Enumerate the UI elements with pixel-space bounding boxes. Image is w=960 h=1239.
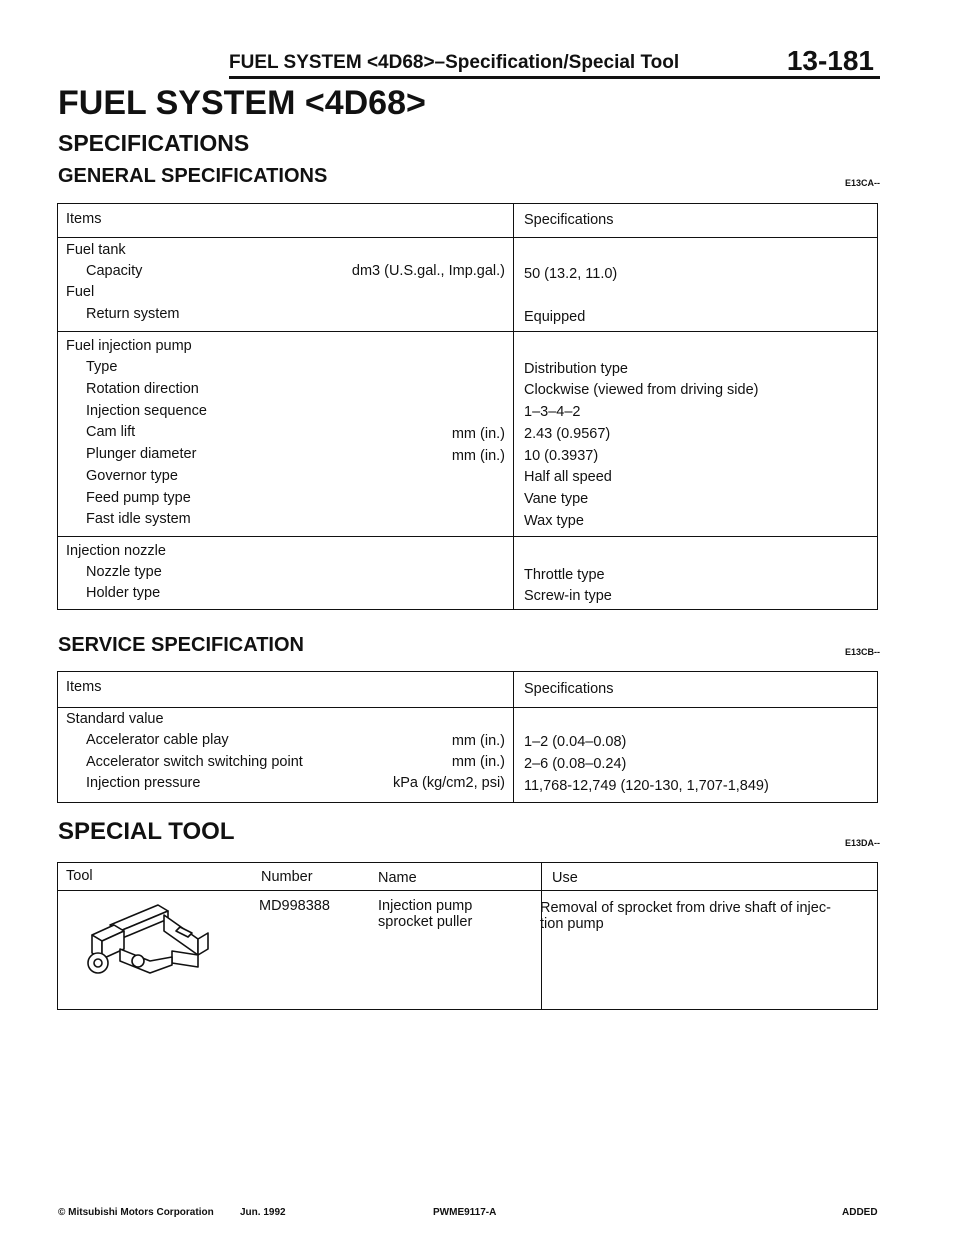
table-header <box>58 672 877 708</box>
item-label: Governor type <box>86 468 178 484</box>
item-unit: mm (in.) <box>451 448 505 464</box>
general-specifications-heading: GENERAL SPECIFICATIONS <box>58 165 328 187</box>
footer-copyright: © Mitsubishi Motors Corporation <box>58 1207 214 1218</box>
section-title: FUEL SYSTEM <4D68> <box>58 84 426 122</box>
item-value: Equipped <box>524 309 586 325</box>
item-label: Capacity <box>86 263 143 279</box>
item-value: 2.43 (0.9567) <box>524 426 611 442</box>
item-unit: mm (in.) <box>451 426 505 442</box>
service-specification-heading: SERVICE SPECIFICATION <box>58 634 304 656</box>
column-header-specifications: Specifications <box>524 681 614 697</box>
item-unit: kPa (kg/cm2, psi) <box>393 775 505 791</box>
table-header <box>58 863 877 891</box>
column-header-tool: Tool <box>66 868 93 884</box>
item-label: Injection pressure <box>86 775 201 791</box>
item-label: Cam lift <box>86 424 136 440</box>
item-label: Feed pump type <box>86 490 191 506</box>
group-label: Fuel <box>66 284 95 300</box>
column-header-items: Items <box>66 679 102 695</box>
column-header-number: Number <box>261 869 313 885</box>
item-unit: mm (in.) <box>451 754 505 770</box>
item-value: 1–3–4–2 <box>524 404 581 420</box>
service-specification-table <box>57 671 878 803</box>
table-header <box>58 204 877 238</box>
item-label: Accelerator cable play <box>86 732 229 748</box>
column-header-name: Name <box>378 870 417 886</box>
item-label: Return system <box>86 306 180 322</box>
item-value: Throttle type <box>524 567 605 583</box>
row-divider <box>58 536 877 537</box>
group-label: Injection nozzle <box>66 543 166 559</box>
item-label: Rotation direction <box>86 381 199 397</box>
item-label: Plunger diameter <box>86 446 197 462</box>
item-value: 11,768-12,749 (120-130, 1,707-1,849) <box>524 778 769 794</box>
item-unit: dm3 (U.S.gal., Imp.gal.) <box>351 263 505 279</box>
item-label: Fast idle system <box>86 511 191 527</box>
group-label: Fuel injection pump <box>66 338 192 354</box>
tool-code: E13DA-- <box>844 838 880 848</box>
tool-name-line1: Injection pump <box>378 898 473 914</box>
footer-added: ADDED <box>842 1207 878 1218</box>
item-label: Holder type <box>86 585 161 601</box>
header-title: FUEL SYSTEM <4D68>–Specification/Special Tool <box>229 52 680 73</box>
item-value: 1–2 (0.04–0.08) <box>524 734 627 750</box>
column-header-use: Use <box>552 870 578 886</box>
item-value: Screw-in type <box>524 588 612 604</box>
item-label: Nozzle type <box>86 564 162 580</box>
general-specifications-table <box>57 203 878 610</box>
item-value: Distribution type <box>524 361 628 377</box>
page-header <box>229 45 880 78</box>
item-label: Injection sequence <box>86 403 207 419</box>
item-value: Wax type <box>524 513 584 529</box>
footer-doc-number: PWME9117-A <box>433 1207 497 1218</box>
sprocket-puller-illustration <box>80 897 220 983</box>
tool-name-line2: sprocket puller <box>378 914 473 930</box>
column-divider <box>541 863 542 1009</box>
column-header-specifications: Specifications <box>524 212 614 228</box>
column-header-items: Items <box>66 211 102 227</box>
tool-number: MD998388 <box>259 898 330 914</box>
specifications-heading: SPECIFICATIONS <box>58 130 250 156</box>
tool-use-line2: tion pump <box>540 916 604 932</box>
group-label: Standard value <box>66 711 164 727</box>
column-divider <box>513 204 514 609</box>
item-value: Vane type <box>524 491 589 507</box>
tool-use-line1: Removal of sprocket from drive shaft of injec- <box>540 900 831 916</box>
footer-date: Jun. 1992 <box>240 1207 286 1218</box>
item-value: Clockwise (viewed from driving side) <box>524 382 759 398</box>
item-unit: mm (in.) <box>451 733 505 749</box>
special-tool-table <box>57 862 878 1010</box>
service-code: E13CB-- <box>844 647 880 657</box>
row-divider <box>58 331 877 332</box>
item-label: Accelerator switch switching point <box>86 754 303 770</box>
column-divider <box>513 672 514 802</box>
item-value: 50 (13.2, 11.0) <box>524 266 618 282</box>
group-label: Fuel tank <box>66 242 126 258</box>
header-rule <box>229 76 880 79</box>
special-tool-heading: SPECIAL TOOL <box>58 818 235 845</box>
item-label: Type <box>86 359 118 375</box>
page-number: 13-181 <box>786 45 874 76</box>
general-code: E13CA-- <box>844 178 880 188</box>
item-value: Half all speed <box>524 469 612 485</box>
item-value: 10 (0.3937) <box>524 448 599 464</box>
item-value: 2–6 (0.08–0.24) <box>524 756 627 772</box>
